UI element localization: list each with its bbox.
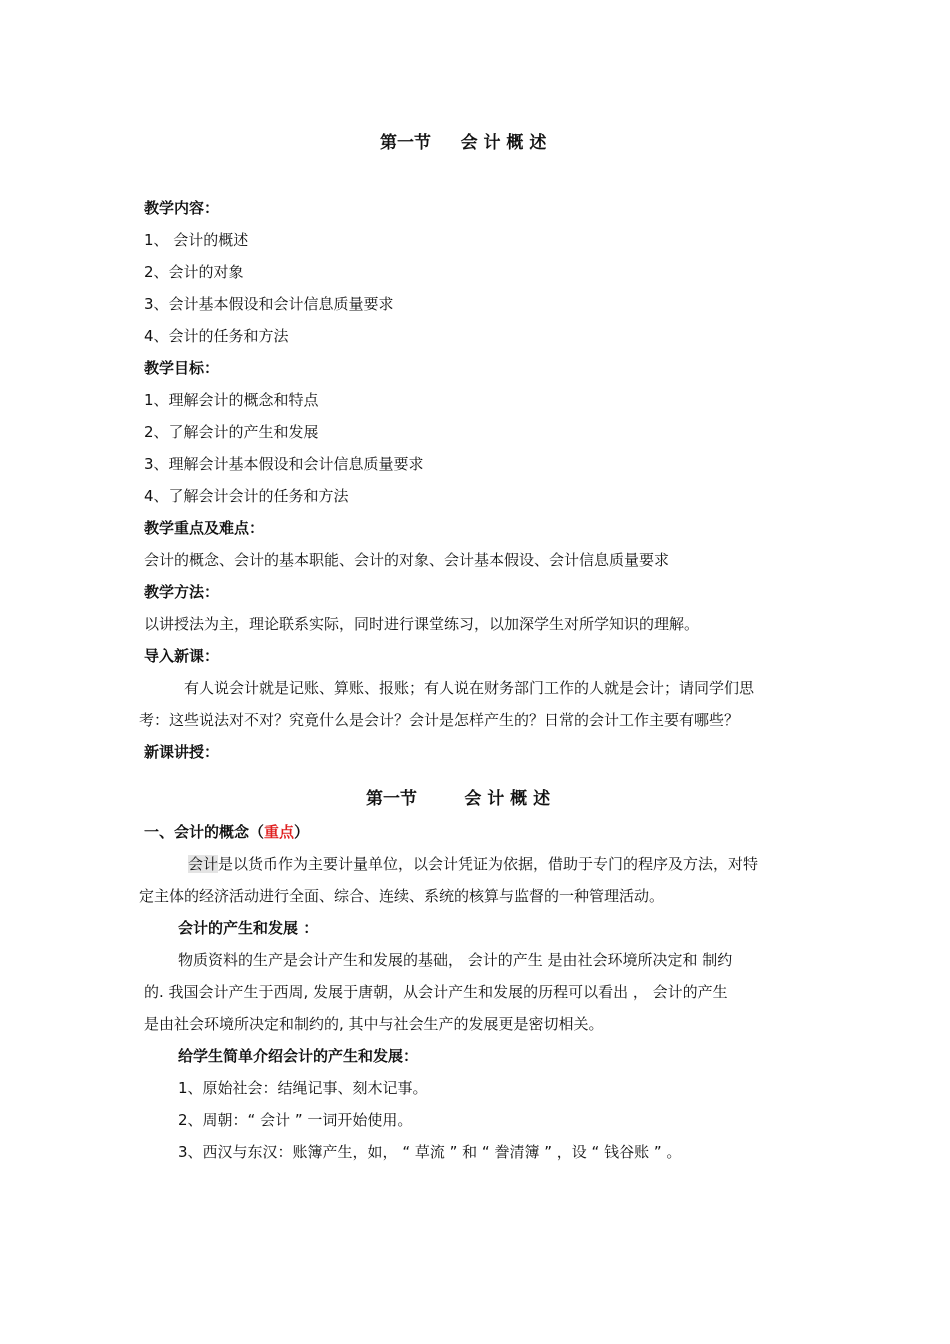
content-item: 2、会计的对象 <box>144 263 244 281</box>
key-point-tag: 重点 <box>264 823 295 841</box>
objective-item: 3、理解会计基本假设和会计信息质量要求 <box>144 455 424 473</box>
section-title: 第一节 会 计 概 述 <box>366 789 551 809</box>
objective-item: 4、了解会计会计的任务和方法 <box>144 487 349 505</box>
definition-line <box>188 854 758 874</box>
objective-item: 1、理解会计的概念和特点 <box>144 391 319 409</box>
intro-paragraph-line: 有人说会计就是记账、算账、报账；有人说在财务部门工作的人就是会计；请同学们思 <box>184 679 755 697</box>
definition-line: 定主体的经济活动进行全面、综合、连续、系统的核算与监督的一种管理活动。 <box>139 887 665 905</box>
origin-paragraph-line: 物质资料的生产是会计产生和发展的基础， 会计的产生 是由社会环境所决定和 制约 <box>178 951 733 969</box>
content-label: 教学内容： <box>144 199 220 217</box>
origin-paragraph-line: 是由社会环境所决定和制约的, 其中与社会生产的发展更是密切相关。 <box>144 1015 604 1033</box>
brief-item: 1、原始社会：结绳记事、刻木记事。 <box>178 1079 428 1097</box>
highlighted-term: 会计 <box>188 855 219 873</box>
content-item: 1、 会计的概述 <box>144 231 249 249</box>
content-item: 4、会计的任务和方法 <box>144 327 289 345</box>
page-title: 第一节 会 计 概 述 <box>380 133 547 153</box>
brief-heading: 给学生简单介绍会计的产生和发展： <box>178 1047 419 1065</box>
brief-item: 3、西汉与东汉：账簿产生，如， “ 草流 ” 和 “ 誊清簿 ” ，设 “ 钱谷账 ” 。 <box>178 1143 682 1161</box>
key-points-text: 会计的概念、会计的基本职能、会计的对象、会计基本假设、会计信息质量要求 <box>144 551 670 569</box>
definition-text: 是以货币作为主要计量单位，以会计凭证为依据，借助于专门的程序及方法，对特 <box>218 855 759 873</box>
intro-paragraph-line: 考：这些说法对不对？究竟什么是会计？会计是怎样产生的？日常的会计工作主要有哪些？ <box>139 711 740 729</box>
intro-label: 导入新课： <box>144 647 220 665</box>
methods-label: 教学方法： <box>144 583 220 601</box>
section-heading-suffix: ） <box>294 823 310 841</box>
new-lesson-label: 新课讲授： <box>144 743 220 761</box>
content-item: 3、会计基本假设和会计信息质量要求 <box>144 295 394 313</box>
brief-item: 2、周朝：“ 会计 ” 一词开始使用。 <box>178 1111 413 1129</box>
methods-text: 以讲授法为主，理论联系实际，同时进行课堂练习，以加深学生对所学知识的理解。 <box>144 615 700 633</box>
objectives-label: 教学目标： <box>144 359 220 377</box>
origin-heading: 会计的产生和发展 ： <box>178 919 319 937</box>
origin-paragraph-line: 的. 我国会计产生于西周, 发展于唐朝，从会计产生和发展的历程可以看出 ， 会计的产生 <box>144 983 728 1001</box>
section-heading <box>144 822 309 842</box>
key-points-label: 教学重点及难点： <box>144 519 265 537</box>
section-heading-prefix: 一、会计的概念（ <box>144 823 265 841</box>
objective-item: 2、了解会计的产生和发展 <box>144 423 319 441</box>
